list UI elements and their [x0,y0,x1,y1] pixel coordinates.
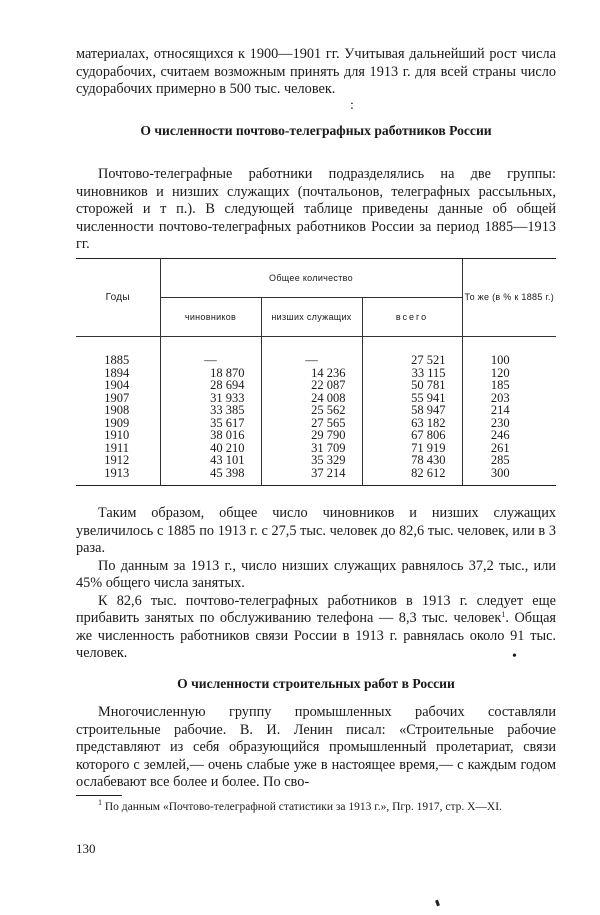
cell-percent: 120 [490,365,510,380]
cell-percent: 100 [490,353,510,367]
footnote-mark: 1 [98,798,102,807]
cell-total: 78 430 [362,454,462,467]
intro-paragraph: материалах, относящихся к 1900—1901 гг. Учитывая дальнейший рост числа судорабочих, считаем возможным принять для 1913 г. для всей страны число судорабочих примерно в 500 тыс. человек. [76,46,556,97]
section-title-construction: О численности строительных работ в России [177,676,455,691]
table-row [76,337,556,367]
footnote-divider [76,795,122,796]
column-group-header-total: Общее количество [160,259,462,298]
cell-officials: 45 398 [160,467,261,486]
cell-percent: 230 [490,415,510,430]
telephone-paragraph [76,593,556,663]
summary-paragraph: Таким образом, общее число чиновников и низших служащих увеличилось с 1885 по 1913 г. с 27,5 тыс. человек до 82,6 тыс. человек, или в 3 раза. [76,505,556,556]
cell-officials: 40 210 [160,442,261,455]
section-separator-mark: : [350,98,354,113]
construction-paragraph: Многочисленную группу промышленных рабочих составляли строительные рабочие. В. И. Ленин писал: «Строительные рабочие представляют из себя образующийся промышленный пролетариат, связи которого с землей,— очень слабые уже в настоящее время,— с каждым годом ослабевают все более и более. По сво- [76,704,556,790]
cell-lower-staff: 14 236 [261,367,362,380]
cell-lower-staff: — [261,337,362,367]
cell-officials: 35 617 [160,417,261,430]
table-row [76,379,556,392]
telephone-text-b: . Общая же численность работников связи России в 1913 г. равнялась около 91 тыс. человек. [76,610,556,661]
telephone-text-a: К 82,6 тыс. почтово-телеграфных работников в 1913 г. следует еще прибавить занятых по обслуживанию телефона — 8,3 тыс. человек [76,592,556,626]
cell-total: 67 806 [362,429,462,442]
page-number: 130 [76,841,96,856]
cell-total: 71 919 [362,442,462,455]
section-title-postal: О численности почтово-телеграфных работников России [140,123,492,138]
postal-intro-paragraph: Почтово-телеграфные работники подразделялись на две группы: чиновников и низших служащих (почтальонов, телеграфных рассыльных, сторожей и т п.). В следующей таблице приведены данные об общей численности почтово-телеграфных работников России за период 1885—1913 гг. [76,166,556,252]
cell-total: 33 115 [362,367,462,380]
cell-officials: 31 933 [160,392,261,405]
column-header-officials: чиновников [160,298,261,337]
cell-percent: 285 [490,453,510,467]
cell-total: 27 521 [362,337,462,367]
footnote-text: По данным «Почтово-телеграфной статистики за 1913 г.», Пгр. 1917, стр. X—XI. [104,801,502,813]
cell-officials: — [160,337,261,367]
cell-lower-staff: 35 329 [261,454,362,467]
cell-lower-staff: 24 008 [261,392,362,405]
column-header-percent: То же (в % к 1885 г.) [462,259,556,337]
cell-officials: 38 016 [160,429,261,442]
cell-lower-staff: 27 565 [261,417,362,430]
cell-lower-staff: 22 087 [261,379,362,392]
table-row [76,454,556,467]
column-header-years: Годы [76,259,160,337]
cell-total: 82 612 [362,467,462,486]
cell-year: 1912 [76,454,160,467]
cell-year: 1885 [76,337,160,367]
cell-lower-staff: 25 562 [261,404,362,417]
cell-percent: 246 [490,428,510,442]
footnote [76,800,556,815]
cell-percent: 214 [490,403,510,417]
cell-year: 1908 [76,404,160,417]
cell-year: 1910 [76,429,160,442]
cell-total: 55 941 [362,392,462,405]
column-header-all: всего [362,298,462,337]
cell-officials: 28 694 [160,379,261,392]
cell-year: 1904 [76,379,160,392]
cell-year: 1907 [76,392,160,405]
cell-total: 58 947 [362,404,462,417]
cell-year: 1909 [76,417,160,430]
cell-percent: 185 [490,378,510,392]
table-row [76,467,556,486]
cell-percent: 300 [462,467,556,486]
cell-total: 50 781 [362,379,462,392]
cell-percent: 203 [490,390,510,405]
table-row [76,429,556,442]
cell-percent: 261 [490,440,510,455]
cell-total: 63 182 [362,417,462,430]
footnote-ref: 1 [501,610,506,619]
cell-officials: 18 870 [160,367,261,380]
cell-lower-staff: 37 214 [261,467,362,486]
table-row [76,404,556,417]
cell-year: 1913 [76,467,160,486]
after-table-text [76,505,556,663]
lower-staff-paragraph: По данным за 1913 г., число низших служащих равнялось 37,2 тыс., или 45% общего числа занятых. [76,557,556,591]
print-speck [435,900,440,907]
cell-officials: 33 385 [160,404,261,417]
margin-mark: • [512,649,517,664]
column-header-lower-staff: низших служащих [261,298,362,337]
cell-officials: 43 101 [160,454,261,467]
cell-lower-staff: 29 790 [261,429,362,442]
cell-year: 1911 [76,442,160,455]
cell-year: 1894 [76,367,160,380]
cell-lower-staff: 31 709 [261,442,362,455]
